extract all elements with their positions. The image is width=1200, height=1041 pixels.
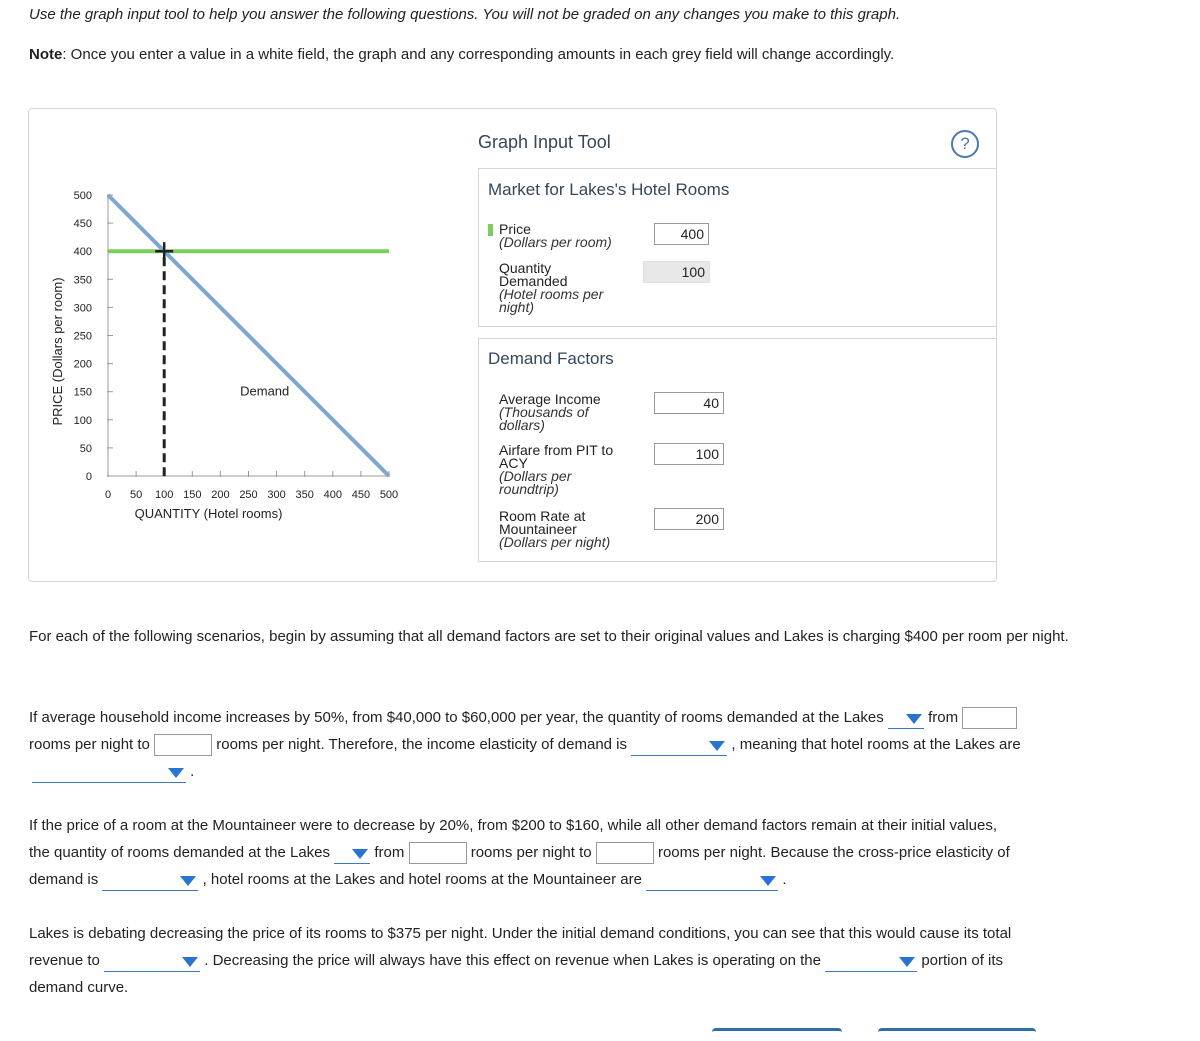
qd-label-line2: Demanded [499,273,568,289]
q1-text-6: . [190,763,195,780]
price-label-text: Price [499,221,531,237]
qd-label [499,262,603,314]
y-tick-label: 200 [73,358,92,371]
q3-text-1: Lakes is debating decreasing the price of its rooms to $375 per night. Under the initial demand conditions, you can see that this would cause its total [29,925,1012,942]
y-tick-label: 350 [73,274,92,287]
q3-portion-dropdown[interactable] [825,951,917,972]
airfare-label-line1: Airfare from PIT to [499,442,614,458]
x-axis-label: QUANTITY (Hotel rooms) [134,506,283,521]
q3-text-2: revenue to [29,952,100,969]
q1-elasticity-dropdown[interactable] [631,735,727,756]
income-label-text: Average Income [499,391,601,407]
question-2 [29,812,1069,893]
price-label [499,223,612,249]
y-axis-label: PRICE (Dollars per room) [50,277,65,426]
q1-text-2: from [928,709,959,726]
q2-text-7: , hotel rooms at the Lakes and hotel rooms at the Mountaineer are [202,871,642,888]
q3-revenue-dropdown[interactable] [104,951,200,972]
q2-elasticity-dropdown[interactable] [102,870,198,891]
q2-text-4: rooms per night to [470,844,592,861]
grade-button[interactable] [712,1028,842,1041]
question-3 [29,920,1069,1001]
qd-label-line1: Quantity [499,260,552,276]
x-tick-label: 400 [323,489,342,501]
scenario-intro: For each of the following scenarios, begin by assuming that all demand factors are set to their original values and Lakes is charging $400 per room per night. [29,628,1069,645]
q1-text-1: If average household income increases by 50%, from $40,000 to $60,000 per year, the quantity of rooms demanded at the Lakes [29,709,884,726]
qd-unit-line1: (Hotel rooms per [499,286,604,302]
demand-chart [40,110,460,550]
chevron-down-icon [709,741,725,751]
demand-curve-label: Demand [240,383,290,399]
airfare-unit-line2: roundtrip) [499,481,559,497]
y-tick-label: 250 [73,330,92,343]
room-rate-unit: (Dollars per night) [499,534,611,550]
income-unit-line1: (Thousands of [499,404,589,420]
y-tick-label: 450 [73,218,92,231]
q2-text-1: If the price of a room at the Mountaineer were to decrease by 20%, from $200 to $160, while all other demand factors remain at their initial values, [29,817,998,834]
x-tick-label: 300 [267,489,286,501]
y-tick-label: 300 [73,302,92,315]
note-body: : Once you enter a value in a white field, the graph and any corresponding amounts in each grey field will change accordingly. [62,46,895,63]
chevron-down-icon [182,957,198,967]
income-input[interactable]: 40 [654,392,724,414]
y-tick-label: 100 [73,414,92,427]
q2-change-dropdown[interactable] [334,843,370,864]
chevron-down-icon [180,876,196,886]
room-rate-label [499,510,610,549]
x-tick-label: 450 [351,489,371,501]
q1-text-4: rooms per night. Therefore, the income elasticity of demand is [216,736,628,753]
room-rate-label-line1: Room Rate at [499,508,586,524]
price-unit: (Dollars per room) [499,234,612,250]
x-tick-label: 500 [379,489,399,501]
income-label [499,393,601,432]
q2-relationship-dropdown[interactable] [646,870,778,891]
instructions-text: Use the graph input tool to help you answer the following questions. You will not be graded on any changes you make to this graph. [29,6,901,23]
x-tick-label: 200 [211,489,230,501]
q3-text-5: demand curve. [29,979,129,996]
y-tick-label: 50 [79,442,92,455]
price-input[interactable]: 400 [654,223,709,245]
airfare-unit-line1: (Dollars per [499,468,572,484]
x-tick-label: 0 [104,489,112,501]
q2-text-6: demand is [29,871,99,888]
q2-text-8: . [782,871,787,888]
q2-text-5: rooms per night. Because the cross-price elasticity of [657,844,1010,861]
q1-text-5: , meaning that hotel rooms at the Lakes are [731,736,1021,753]
airfare-label [499,444,613,496]
qd-output: 100 [643,261,710,283]
q2-to-input[interactable] [596,842,654,864]
y-tick-label: 400 [73,246,92,259]
next-button[interactable] [878,1028,1036,1041]
price-color-swatch [488,224,493,236]
chevron-down-icon [906,714,922,724]
market-title: Market for Lakes's Hotel Rooms [488,180,730,199]
qd-unit-line2: night) [499,299,535,315]
airfare-input[interactable]: 100 [654,443,724,465]
q1-change-dropdown[interactable] [888,708,924,729]
factors-title: Demand Factors [488,349,614,368]
q2-text-2: the quantity of rooms demanded at the Lakes [29,844,331,861]
chevron-down-icon [760,876,776,886]
q1-text-3: rooms per night to [29,736,150,753]
q3-text-3: . Decreasing the price will always have this effect on revenue when Lakes is operating on the [204,952,821,969]
q2-text-3: from [374,844,405,861]
chevron-down-icon [352,849,368,859]
chevron-down-icon [168,768,184,778]
help-icon[interactable]: ? [951,130,979,158]
chevron-down-icon [899,957,915,967]
room-rate-label-line2: Mountaineer [499,521,577,537]
y-tick-label: 500 [73,190,92,202]
airfare-label-line2: ACY [499,455,528,471]
q2-from-input[interactable] [409,842,467,864]
q1-good-type-dropdown[interactable] [32,762,186,783]
income-unit-line2: dollars) [499,417,545,433]
demand-line [108,195,389,476]
x-tick-label: 150 [183,489,202,501]
x-tick-label: 350 [295,489,314,501]
x-tick-label: 100 [155,489,174,501]
y-tick-label: 0 [85,471,92,483]
tool-title: Graph Input Tool [478,132,611,152]
q1-to-input[interactable] [154,734,212,756]
note-label: Note [29,46,63,63]
x-tick-label: 50 [129,489,143,501]
q1-from-input[interactable] [962,707,1017,729]
q3-text-4: portion of its [921,952,1004,969]
x-tick-label: 250 [239,489,258,501]
room-rate-input[interactable]: 200 [654,508,724,530]
note-text [29,46,894,63]
y-tick-label: 150 [73,386,92,399]
question-1 [29,704,1069,785]
